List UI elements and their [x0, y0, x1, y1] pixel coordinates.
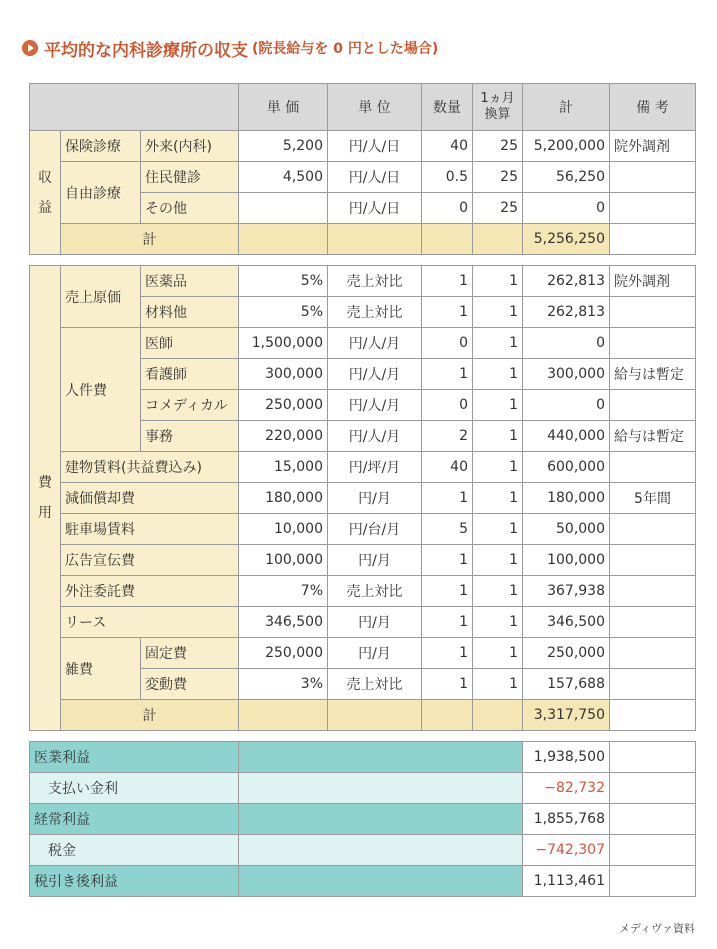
total-cell: 250,000	[523, 638, 610, 669]
total-cell: 100,000	[523, 545, 610, 576]
unit-cell: 円/月	[328, 545, 422, 576]
month-cell: 1	[473, 483, 523, 514]
note-cell	[610, 162, 696, 193]
category-cell: 外注委託費	[61, 576, 239, 607]
subcategory-cell: コメディカル	[141, 390, 239, 421]
note-cell	[610, 390, 696, 421]
unit-cell: 円/坪/月	[328, 452, 422, 483]
table-row	[30, 162, 696, 193]
month-cell: 1	[473, 328, 523, 359]
month-cell: 1	[473, 390, 523, 421]
note-cell	[610, 576, 696, 607]
category-cell: 売上原価	[61, 266, 141, 328]
note-cell: 院外調剤	[610, 266, 696, 297]
total-cell: 262,813	[523, 266, 610, 297]
subcategory-cell: 外来(内科)	[141, 131, 239, 162]
unit-cell: 円/人/月	[328, 359, 422, 390]
title-main: 平均的な内科診療所の収支	[44, 40, 248, 61]
month-cell: 1	[473, 359, 523, 390]
unit-cell: 売上対比	[328, 266, 422, 297]
month-cell: 1	[473, 297, 523, 328]
table-row	[30, 545, 696, 576]
price-cell: 346,500	[239, 607, 328, 638]
unit-cell: 円/台/月	[328, 514, 422, 545]
month-cell: 1	[473, 576, 523, 607]
unit-cell: 円/月	[328, 483, 422, 514]
revenue-sum-row	[30, 224, 696, 255]
price-cell: 1,500,000	[239, 328, 328, 359]
total-cell: 157,688	[523, 669, 610, 700]
unit-cell: 売上対比	[328, 576, 422, 607]
category-cell: 雑費	[61, 638, 141, 700]
operating-profit-value: 1,938,500	[523, 742, 610, 773]
month-cell: 1	[473, 607, 523, 638]
qty-cell: 0	[422, 390, 473, 421]
table-row	[30, 328, 696, 359]
expense-sum-row	[30, 700, 696, 731]
category-cell: 建物賃料(共益費込み)	[61, 452, 239, 483]
note-cell: 給与は暫定	[610, 359, 696, 390]
note-cell: 給与は暫定	[610, 421, 696, 452]
unit-cell: 円/人/月	[328, 328, 422, 359]
header-blank	[30, 84, 239, 131]
expense-sum-total: 3,317,750	[523, 700, 610, 731]
table-row	[30, 638, 696, 669]
note-cell: 院外調剤	[610, 131, 696, 162]
qty-cell: 0	[422, 328, 473, 359]
unit-cell: 円/月	[328, 638, 422, 669]
month-cell: 1	[473, 421, 523, 452]
qty-cell: 0	[422, 193, 473, 224]
qty-cell: 1	[422, 638, 473, 669]
sum-label: 計	[61, 700, 239, 731]
price-cell: 7%	[239, 576, 328, 607]
price-cell	[239, 193, 328, 224]
subcategory-cell: 変動費	[141, 669, 239, 700]
tax-label: 税金	[30, 835, 239, 866]
qty-cell: 1	[422, 483, 473, 514]
header-monthly: 1ヵ月 換算	[473, 84, 523, 131]
month-cell: 1	[473, 514, 523, 545]
title-sub: (院長給与を 0 円とした場合)	[252, 41, 439, 57]
table-row	[30, 607, 696, 638]
total-cell: 262,813	[523, 297, 610, 328]
total-cell: 50,000	[523, 514, 610, 545]
category-cell: 人件費	[61, 328, 141, 452]
table-row	[30, 483, 696, 514]
unit-cell: 円/人/日	[328, 193, 422, 224]
month-cell: 1	[473, 545, 523, 576]
price-cell: 5%	[239, 266, 328, 297]
price-cell: 250,000	[239, 638, 328, 669]
month-cell: 1	[473, 266, 523, 297]
total-cell: 0	[523, 193, 610, 224]
note-cell	[610, 328, 696, 359]
note-cell	[610, 638, 696, 669]
interest-row	[30, 773, 696, 804]
price-cell: 250,000	[239, 390, 328, 421]
subcategory-cell: 住民健診	[141, 162, 239, 193]
price-cell: 180,000	[239, 483, 328, 514]
table-row	[30, 131, 696, 162]
note-cell	[610, 669, 696, 700]
header-qty: 数量	[422, 84, 473, 131]
qty-cell: 1	[422, 297, 473, 328]
total-cell: 5,200,000	[523, 131, 610, 162]
note-cell	[610, 297, 696, 328]
total-cell: 600,000	[523, 452, 610, 483]
net-profit-value: 1,113,461	[523, 866, 610, 897]
ordinary-profit-row	[30, 804, 696, 835]
tax-value: −742,307	[523, 835, 610, 866]
price-cell: 5%	[239, 297, 328, 328]
qty-cell: 40	[422, 452, 473, 483]
note-cell	[610, 193, 696, 224]
qty-cell: 1	[422, 545, 473, 576]
table-row	[30, 514, 696, 545]
month-cell: 1	[473, 638, 523, 669]
note-cell	[610, 514, 696, 545]
price-cell: 220,000	[239, 421, 328, 452]
month-cell: 25	[473, 193, 523, 224]
category-cell: 減価償却費	[61, 483, 239, 514]
qty-cell: 5	[422, 514, 473, 545]
unit-cell: 売上対比	[328, 297, 422, 328]
net-profit-row	[30, 866, 696, 897]
qty-cell: 2	[422, 421, 473, 452]
unit-cell: 売上対比	[328, 669, 422, 700]
total-cell: 367,938	[523, 576, 610, 607]
operating-profit-row	[30, 742, 696, 773]
revenue-sum-total: 5,256,250	[523, 224, 610, 255]
interest-label: 支払い金利	[30, 773, 239, 804]
ordinary-profit-value: 1,855,768	[523, 804, 610, 835]
category-cell: 広告宣伝費	[61, 545, 239, 576]
qty-cell: 40	[422, 131, 473, 162]
page-title	[22, 36, 438, 60]
interest-value: −82,732	[523, 773, 610, 804]
note-cell: 5年間	[610, 483, 696, 514]
category-cell: 保険診療	[61, 131, 141, 162]
total-cell: 0	[523, 390, 610, 421]
source-credit: メディヴァ資料	[618, 922, 695, 935]
category-cell: リース	[61, 607, 239, 638]
header-notes: 備 考	[610, 84, 696, 131]
unit-cell: 円/月	[328, 607, 422, 638]
unit-cell: 円/人/月	[328, 390, 422, 421]
total-cell: 440,000	[523, 421, 610, 452]
price-cell: 10,000	[239, 514, 328, 545]
expense-label: 費 用	[30, 266, 61, 731]
sum-label: 計	[61, 224, 239, 255]
qty-cell: 0.5	[422, 162, 473, 193]
category-cell: 駐車場賃料	[61, 514, 239, 545]
subcategory-cell: 固定費	[141, 638, 239, 669]
total-cell: 180,000	[523, 483, 610, 514]
price-cell: 15,000	[239, 452, 328, 483]
category-cell: 自由診療	[61, 162, 141, 224]
month-cell: 25	[473, 131, 523, 162]
subcategory-cell: 看護師	[141, 359, 239, 390]
qty-cell: 1	[422, 359, 473, 390]
price-cell: 3%	[239, 669, 328, 700]
header-row	[30, 84, 696, 131]
price-cell: 4,500	[239, 162, 328, 193]
note-cell	[610, 452, 696, 483]
play-arrow-icon	[22, 40, 38, 56]
qty-cell: 1	[422, 669, 473, 700]
subcategory-cell: 事務	[141, 421, 239, 452]
total-cell: 0	[523, 328, 610, 359]
qty-cell: 1	[422, 266, 473, 297]
note-cell	[610, 545, 696, 576]
header-total: 計	[523, 84, 610, 131]
table-row	[30, 576, 696, 607]
price-cell: 100,000	[239, 545, 328, 576]
table-row	[30, 452, 696, 483]
month-cell: 1	[473, 452, 523, 483]
total-cell: 56,250	[523, 162, 610, 193]
price-cell: 300,000	[239, 359, 328, 390]
subcategory-cell: 材料他	[141, 297, 239, 328]
net-profit-label: 税引き後利益	[30, 866, 239, 897]
income-statement-table	[29, 83, 696, 897]
note-cell	[610, 607, 696, 638]
qty-cell: 1	[422, 607, 473, 638]
subcategory-cell: 医薬品	[141, 266, 239, 297]
price-cell: 5,200	[239, 131, 328, 162]
header-unit: 単 位	[328, 84, 422, 131]
total-cell: 300,000	[523, 359, 610, 390]
unit-cell: 円/人/日	[328, 131, 422, 162]
unit-cell: 円/人/月	[328, 421, 422, 452]
revenue-label: 収 益	[30, 131, 61, 255]
month-cell: 25	[473, 162, 523, 193]
table-row	[30, 266, 696, 297]
subcategory-cell: その他	[141, 193, 239, 224]
qty-cell: 1	[422, 576, 473, 607]
subcategory-cell: 医師	[141, 328, 239, 359]
ordinary-profit-label: 経常利益	[30, 804, 239, 835]
month-cell: 1	[473, 669, 523, 700]
total-cell: 346,500	[523, 607, 610, 638]
operating-profit-label: 医業利益	[30, 742, 239, 773]
tax-row	[30, 835, 696, 866]
unit-cell: 円/人/日	[328, 162, 422, 193]
header-unit-price: 単 価	[239, 84, 328, 131]
